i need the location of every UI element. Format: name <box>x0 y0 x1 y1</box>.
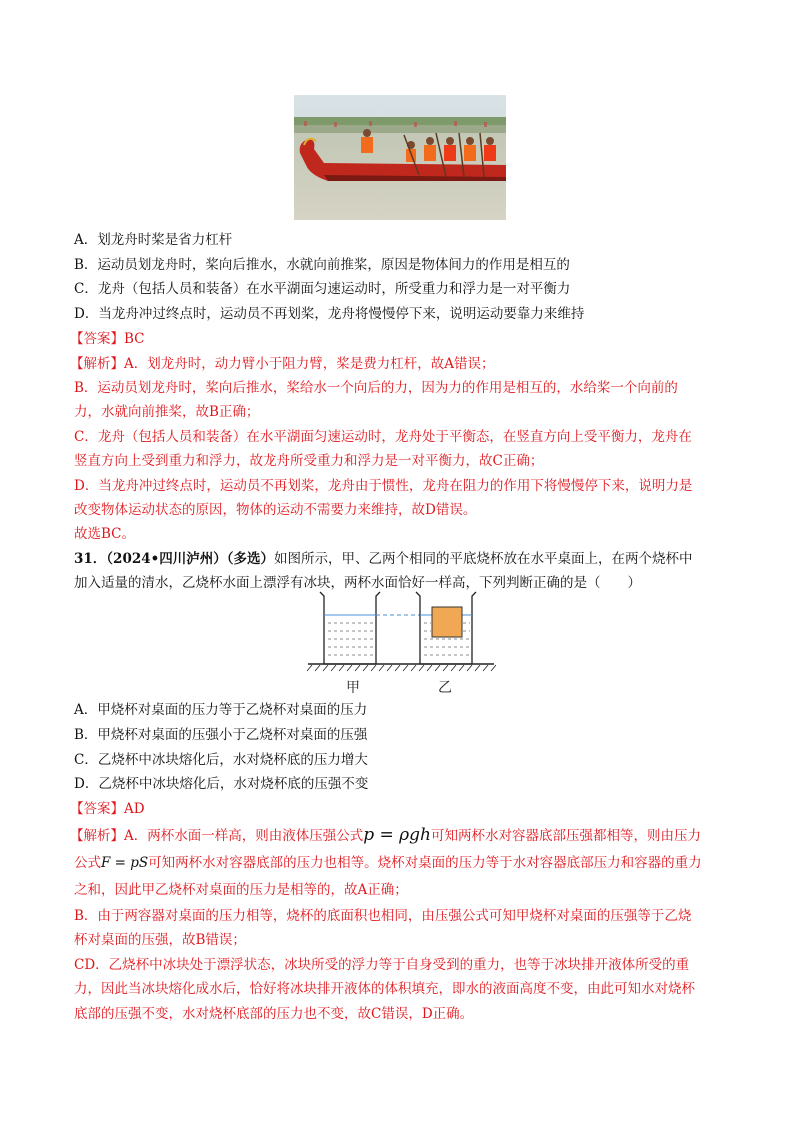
q31-option-d: D．乙烧杯中冰块熔化后，水对烧杯底的压强不变 <box>74 776 369 792</box>
q31-answer-tag: 【答案】 <box>70 801 124 817</box>
beaker-jia <box>320 592 380 664</box>
q31-analysis-line-6: CD．乙烧杯中冰块处于漂浮状态，冰块所受的浮力等于自身受到的重力，也等于冰块排开液体所受的重 <box>74 957 690 973</box>
q30-option-a: A．划龙舟时桨是省力杠杆 <box>74 232 233 248</box>
q30-analysis-text: A．划龙舟时，动力臂小于阻力臂，桨是费力杠杆，故A错误； <box>124 356 495 372</box>
q31-option-c: C．乙烧杯中冰块熔化后，水对烧杯底的压力增大 <box>74 752 368 768</box>
q31-option-a: A．甲烧杯对桌面的压力等于乙烧杯对桌面的压力 <box>74 702 368 718</box>
q31-analysis-line-4: B．由于两容器对桌面的压力相等，烧杯的底面积也相同，由压强公式可知甲烧杯对桌面的压强等于乙烧 <box>74 908 692 924</box>
q31-analysis-a2-pre: 公式 <box>74 855 101 871</box>
q31-stem-line-1 <box>74 550 693 568</box>
beaker-yi <box>416 592 476 664</box>
q31-answer-value: AD <box>124 801 145 817</box>
q30-analysis-line-4: C．龙舟（包括人员和装备）在水平湖面匀速运动时，龙舟处于平衡态，在竖直方向上受平衡力，龙舟在 <box>74 429 692 445</box>
q31-analysis-line-8: 底部的压强不变，水对烧杯底部的压力也不变，故C错误，D正确。 <box>74 1006 474 1022</box>
pressure-formula: p = ρgh <box>363 825 432 845</box>
q31-analysis-line-1 <box>70 826 701 845</box>
q30-analysis-line-8: 故选BC。 <box>74 526 136 542</box>
q30-option-c: C．龙舟（包括人员和装备）在水平湖面匀速运动时，所受重力和浮力是一对平衡力 <box>74 281 571 297</box>
q31-analysis-line-2 <box>74 854 702 872</box>
q31-analysis-a1-pre: A．两杯水面一样高，则由液体压强公式 <box>124 828 364 844</box>
q31-option-b: B．甲烧杯对桌面的压强小于乙烧杯对桌面的压强 <box>74 727 368 743</box>
q30-option-b: B．运动员划龙舟时，桨向后推水，水就向前推桨，原因是物体间力的作用是相互的 <box>74 257 570 273</box>
q30-answer-tag: 【答案】 <box>70 331 124 347</box>
q31-number: 31． <box>74 551 107 567</box>
dragon-boat-photo <box>294 95 506 220</box>
q31-analysis-a2-post: 可知两杯水对容器底部的压力也相等。烧杯对桌面的压力等于水对容器底部压力和容器的重力 <box>148 855 702 871</box>
q31-analysis-line-7: 力，因此当冰块熔化成水后，恰好将冰块排开液体的体积填充，即水的液面高度不变，由此可知水对烧杯 <box>74 981 695 997</box>
q30-answer-line <box>70 330 145 348</box>
q30-answer-value: BC <box>124 331 145 347</box>
q30-analysis-line-6: D．当龙舟冲过终点时，运动员不再划桨，龙舟由于惯性，龙舟在阻力的作用下将慢慢停下来，说明力是 <box>74 478 693 494</box>
ice-block <box>432 607 462 637</box>
q30-analysis-line-1 <box>70 355 495 373</box>
q30-analysis-line-7: 改变物体运动状态的原因，物体的运动不需要力来维持，故D错误。 <box>74 502 477 518</box>
q30-analysis-line-3: 力，水就向前推桨，故B正确； <box>74 404 260 420</box>
beaker-diagram <box>306 588 496 698</box>
q31-analysis-tag: 【解析】 <box>70 828 124 844</box>
label-yi: 乙 <box>438 680 452 696</box>
q31-stem-line-2: 加入适量的清水，乙烧杯水面上漂浮有冰块，两杯水面恰好一样高，下列判断正确的是（ ） <box>74 575 641 591</box>
label-jia: 甲 <box>346 680 360 696</box>
q30-option-d: D．当龙舟冲过终点时，运动员不再划桨，龙舟将慢慢停下来，说明运动要靠力来维持 <box>74 306 585 322</box>
force-formula: F = pS <box>101 855 149 871</box>
q31-answer-line <box>70 800 145 818</box>
q30-analysis-tag: 【解析】 <box>70 356 124 372</box>
q31-source: （2024•四川泸州）（多选） <box>106 551 274 567</box>
q31-analysis-line-3: 之和，因此甲乙烧杯对桌面的压力是相等的，故A正确； <box>74 882 408 898</box>
q31-analysis-line-5: 杯对桌面的压强，故B错误； <box>74 932 246 948</box>
q30-analysis-line-2: B．运动员划龙舟时，桨向后推水，桨给水一个向后的力，因为力的作用是相互的，水给桨一个向前的 <box>74 380 678 396</box>
q30-analysis-line-5: 竖直方向上受到重力和浮力，故龙舟所受重力和浮力是一对平衡力，故C正确； <box>74 453 544 469</box>
q31-analysis-a1-post: 可知两杯水对容器底部压强都相等，则由压力 <box>431 828 702 844</box>
q31-stem-text-1: 如图所示，甲、乙两个相同的平底烧杯放在水平桌面上，在两个烧杯中 <box>274 551 693 567</box>
